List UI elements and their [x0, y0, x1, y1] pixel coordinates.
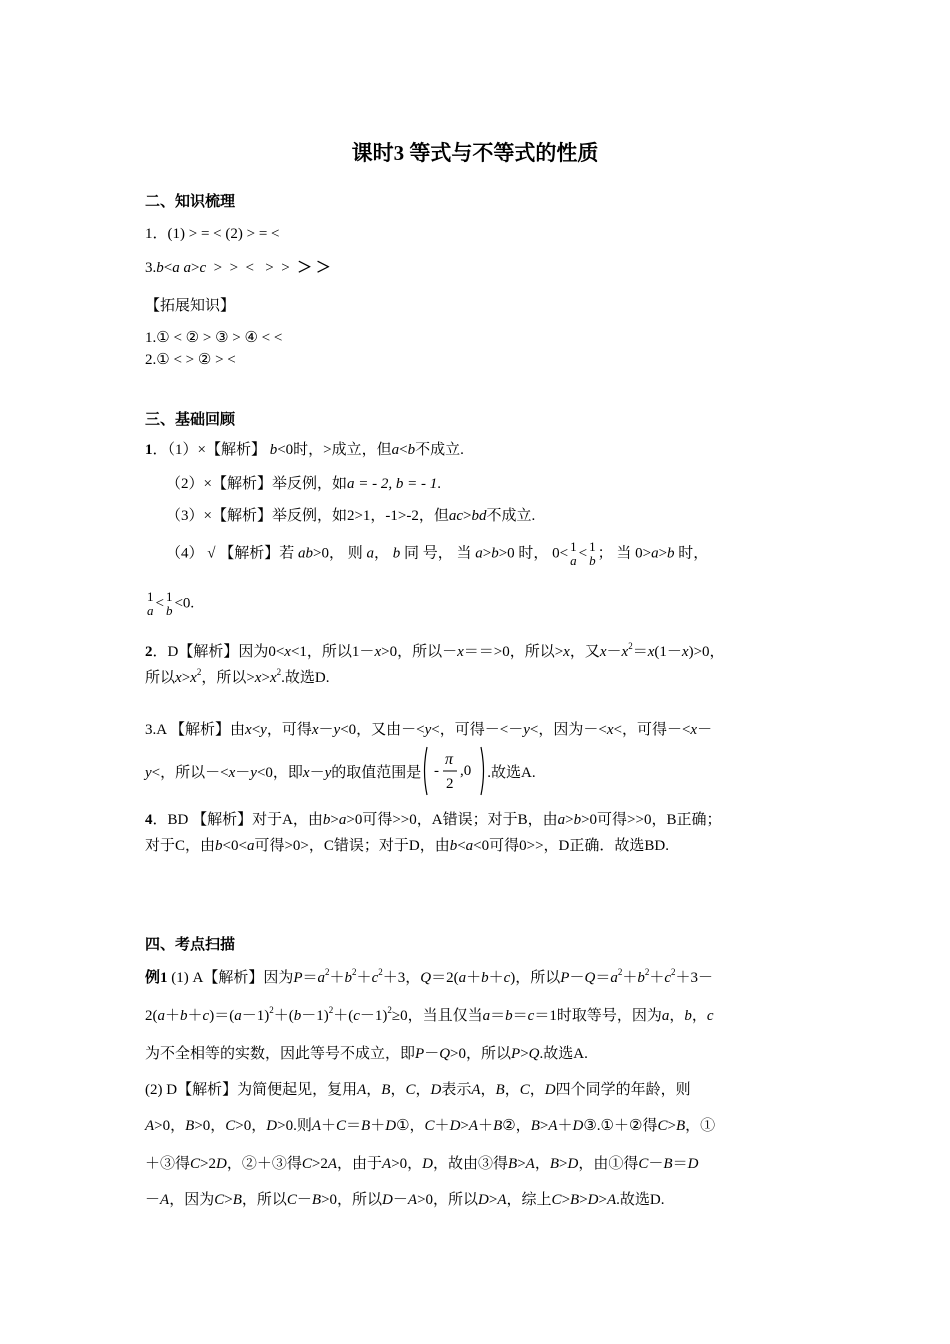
example1-line2: $2(a+b+c)=(a-1)^2+(b-1)^2+(c-1)^2\ge 0$，当且仅当a＝b＝c＝1时取等号，因为a，b，c — [145, 1005, 714, 1024]
counter-example-formula: a = - 2, b = - 1 — [346, 476, 438, 492]
example1-line3: 为不全相等的实数，因此等号不成立，即P－Q>0，所以P>Q.故选A. — [145, 1046, 588, 1062]
pi-symbol: π — [445, 751, 454, 768]
section-heading-scan: 四、考点扫描 — [145, 937, 236, 953]
review-q1-4: （4） √ 【解析】若 ab>0， 则 a， b 同 号， 当 a>b>0 时， 0< 1 a < 1 b ； 当 0>a>b 时， — [166, 539, 709, 568]
knowledge-line-3: 3.b<a a>c > > < > > ＞ ＞ — [145, 260, 331, 276]
knowledge-line-1: 1．(1) > = < (2) > = < — [145, 226, 280, 242]
fraction-1-over-b: 1 b — [589, 539, 596, 568]
review-q3-line2: y<，所以－<x－y<0，即x－y的取值范围是 - π 2 ,0 .故选A. — [145, 744, 536, 803]
fraction-1-over-b: 1 b — [165, 589, 173, 618]
extended-knowledge-heading: 【拓展知识】 — [145, 298, 236, 314]
example1-line1: 例1 (1) A【解析】因为$P=a^2+b^2+c^2+3$，Q＝2(a＋b＋c)，所以$P-Q=a^2+b^2+c^2+3-$ — [145, 967, 714, 986]
fraction-1-over-a: 1 a — [570, 539, 577, 568]
review-q4-line1: 4．BD 【解析】对于A，由b>a>0可得>>0，A错误；对于B，由a>b>0可得>>0，B正确； — [145, 812, 722, 828]
interval-brackets — [421, 744, 487, 798]
example1-part2-line3: ＋③得C>2D，②＋③得C>2A，由于A>0，D，故由③得B>A，B>D，由①得C－B＝D — [145, 1156, 699, 1172]
review-q1-1: 1．（1）×【解析】 b<0时，>成立，但a<b不成立. — [145, 442, 464, 458]
review-q1-4-cont: 1 a < 1 b <0. — [147, 589, 195, 618]
zero-endpoint: ,0 — [460, 763, 472, 779]
example1-part2-line1: (2) D【解析】为简便起见，复用A，B，C，D表示A，B，C，D四个同学的年龄，则 — [145, 1082, 691, 1098]
review-q1-2: （2）×【解析】举反例，如a = - 2, b = - 1. — [166, 476, 441, 492]
extended-knowledge-1: 1.① < ② > ③ > ④ < < — [145, 330, 283, 346]
review-q2-line2: 所以$x>x^2$，所以$>x>x^2$.故选D. — [145, 667, 330, 686]
example1-part2-line4: －A，因为C>B，所以C－B>0，所以D－A>0，所以D>A，综上C>B>D>A.故选D. — [145, 1192, 665, 1208]
interval-expression — [421, 744, 487, 803]
review-q1-3: （3）×【解析】举反例，如2>1，-1>-2，但ac>bd不成立. — [166, 508, 536, 524]
section-heading-review: 三、基础回顾 — [145, 412, 236, 428]
section-heading-knowledge: 二、知识梳理 — [145, 194, 236, 210]
denominator-two: 2 — [446, 776, 454, 792]
extended-knowledge-2: 2.① < > ② > < — [145, 352, 236, 368]
review-q4-line2: 对于C，由b<0<a可得>0>，C错误；对于D，由b<a<0可得0>>，D正确．故选BD. — [145, 838, 669, 854]
example1-part2-line2: A>0，B>0，C>0，D>0.则A＋C＝B＋D①，C＋D>A＋B②，B>A＋D③.①＋②得C>B，① — [145, 1118, 716, 1134]
review-q3-line1: 3.A 【解析】由x<y，可得x－y<0，又由－<y<，可得－<－y<，因为－<x<，可得－<x－ — [145, 722, 713, 738]
fraction-1-over-a: 1 a — [147, 589, 154, 618]
page-title: 课时3 等式与不等式的性质 — [351, 141, 599, 165]
review-q2-line1: 2．D【解析】因为0<x<1，所以1－x>0，所以－x＝＝>0，所以>x，又$x-x^2=x(1-x)>0$， — [145, 641, 725, 660]
neg-sign: - — [434, 763, 440, 779]
